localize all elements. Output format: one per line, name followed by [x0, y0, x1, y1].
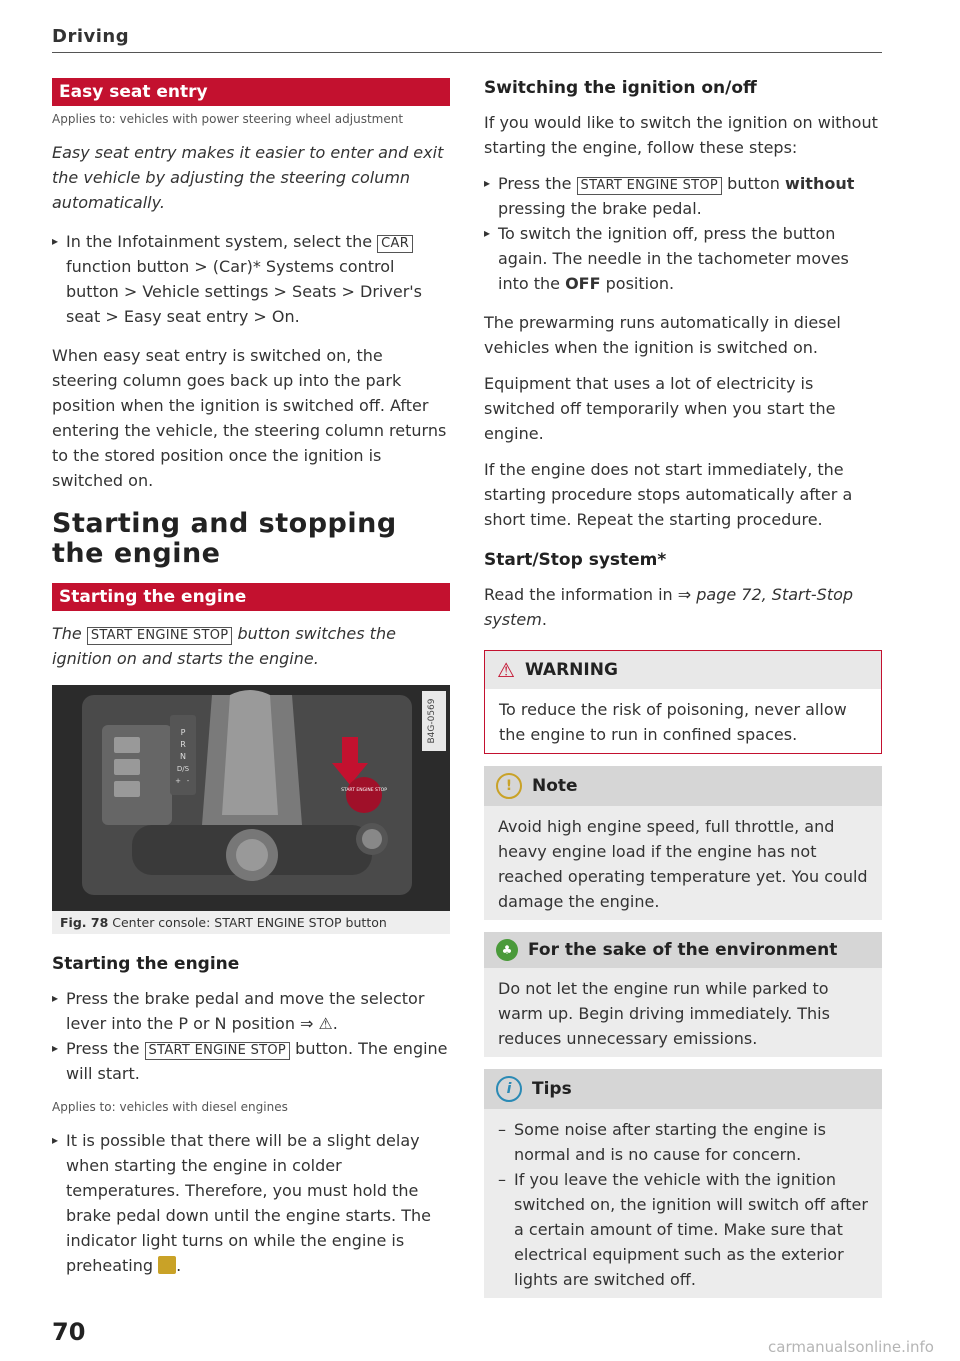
diesel-applies: Applies to: vehicles with diesel engines	[52, 1100, 288, 1114]
header-rule	[52, 52, 882, 53]
prewarming-paragraph: The prewarming runs automatically in diesel vehicles when the ignition is switched on.	[484, 313, 841, 357]
diesel-step: ▸ It is possible that there will be a slight delay when starting the engine in colder temperatures. Therefore, you must hold the brake pedal down until the engine starts. The indicator light turns on while the engine is preheating .	[52, 1128, 450, 1278]
startstop-link[interactable]: ⇒ page 72, Start-Stop system	[484, 585, 854, 629]
console-illustration	[52, 685, 450, 911]
left-column	[52, 78, 450, 1278]
easy-seat-step: ▸ In the Infotainment system, select the CAR function button > (Car)* Systems control button > Vehicle settings > Seats > Driver's seat > Easy seat entry > On.	[52, 229, 450, 329]
switching-heading: Switching the ignition on/off	[484, 78, 757, 98]
warning-text: To reduce the risk of poisoning, never allow the engine to run in confined spaces.	[499, 700, 847, 744]
start-step-1: ▸ Press the brake pedal and move the selector lever into the P or N position ⇒ ⚠.	[52, 986, 450, 1036]
gear-ds: D/S	[176, 765, 190, 773]
figure-caption: Fig. 78 Center console: START ENGINE STOP button	[52, 911, 450, 934]
tip-item: – Some noise after starting the engine is normal and is no cause for concern.	[498, 1117, 868, 1167]
center-console-figure	[52, 685, 450, 911]
tip-item: – If you leave the vehicle with the ignition switched on, the ignition will switch off after a certain amount of time. Make sure that electrical equipment such as the exterior lights are switched off.	[498, 1167, 868, 1292]
right-column	[484, 78, 882, 1310]
car-key: CAR	[377, 235, 413, 253]
switching-step-2: ▸ To switch the ignition off, press the button again. The needle in the tachometer moves into the OFF position.	[484, 221, 882, 296]
note-header	[484, 766, 882, 806]
warning-header	[485, 651, 881, 689]
start-key: START ENGINE STOP	[87, 627, 233, 645]
preheat-indicator-icon	[158, 1256, 176, 1274]
starting-subheading: Starting the engine	[52, 954, 240, 974]
easy-seat-paragraph: When easy seat entry is switched on, the steering column goes back up into the park position when the ignition is switched off. After entering the vehicle, the steering column returns to the stored position once the ignition is switched on.	[52, 346, 447, 490]
environment-title: For the sake of the environment	[528, 940, 838, 960]
restart-paragraph: If the engine does not start immediately, the starting procedure stops automatically after a short time. Repeat the starting procedure.	[484, 460, 853, 529]
starting-intro: The START ENGINE STOP button switches the ignition on and starts the engine.	[52, 624, 396, 668]
starting-heading: Starting the engine	[52, 583, 450, 611]
exclamation-circle-icon: !	[496, 773, 522, 799]
gear-p: P	[180, 728, 186, 737]
start-key-3: START ENGINE STOP	[577, 177, 723, 195]
gear-r: R	[180, 740, 186, 749]
switching-step-1: ▸ Press the START ENGINE STOP button without pressing the brake pedal.	[484, 171, 882, 221]
environment-box	[484, 932, 882, 1057]
watermark: carmanualsonline.info	[768, 1338, 934, 1356]
main-heading: Starting and stopping the engine	[52, 508, 397, 569]
easy-seat-intro: Easy seat entry makes it easier to enter and exit the vehicle by adjusting the steering column automatically.	[52, 143, 444, 212]
warning-link[interactable]: ⇒ ⚠	[300, 1014, 333, 1033]
start-step-2: ▸ Press the START ENGINE STOP button. The engine will start.	[52, 1036, 450, 1086]
warning-triangle-icon: ⚠	[497, 658, 515, 682]
info-circle-icon: i	[496, 1076, 522, 1102]
warning-title: WARNING	[524, 660, 618, 680]
page-number: 70	[52, 1318, 86, 1346]
gear-n: N	[180, 752, 186, 761]
easy-seat-heading: Easy seat entry	[52, 78, 450, 106]
switching-paragraph: If you would like to switch the ignition on without starting the engine, follow these steps:	[484, 113, 878, 157]
section-header: Driving	[52, 26, 130, 47]
easy-seat-applies: Applies to: vehicles with power steering wheel adjustment	[52, 112, 404, 126]
start-button-label: START ENGINE STOP	[341, 788, 387, 793]
startstop-heading: Start/Stop system*	[484, 550, 667, 570]
tips-header	[484, 1069, 882, 1109]
startstop-paragraph: Read the information in ⇒ page 72, Start-Stop system.	[484, 585, 854, 629]
environment-header	[484, 932, 882, 968]
tips-box	[484, 1069, 882, 1298]
warning-box	[484, 650, 882, 754]
environment-leaf-icon: ♣	[496, 939, 518, 961]
note-title: Note	[532, 776, 578, 796]
start-key-2: START ENGINE STOP	[145, 1042, 291, 1060]
gear-minus: -	[186, 777, 190, 785]
electricity-paragraph: Equipment that uses a lot of electricity is switched off temporarily when you start the engine.	[484, 374, 836, 443]
tips-title: Tips	[532, 1079, 572, 1099]
tips-list	[484, 1109, 882, 1298]
note-box	[484, 766, 882, 920]
note-text: Avoid high engine speed, full throttle, and heavy engine load if the engine has not reached operating temperature yet. You could damage the engine.	[484, 806, 882, 920]
environment-text: Do not let the engine run while parked to warm up. Begin driving immediately. This reduces unnecessary emissions.	[484, 968, 882, 1057]
figure-code: B4G-0569	[427, 698, 437, 744]
gear-plus: +	[175, 777, 181, 785]
